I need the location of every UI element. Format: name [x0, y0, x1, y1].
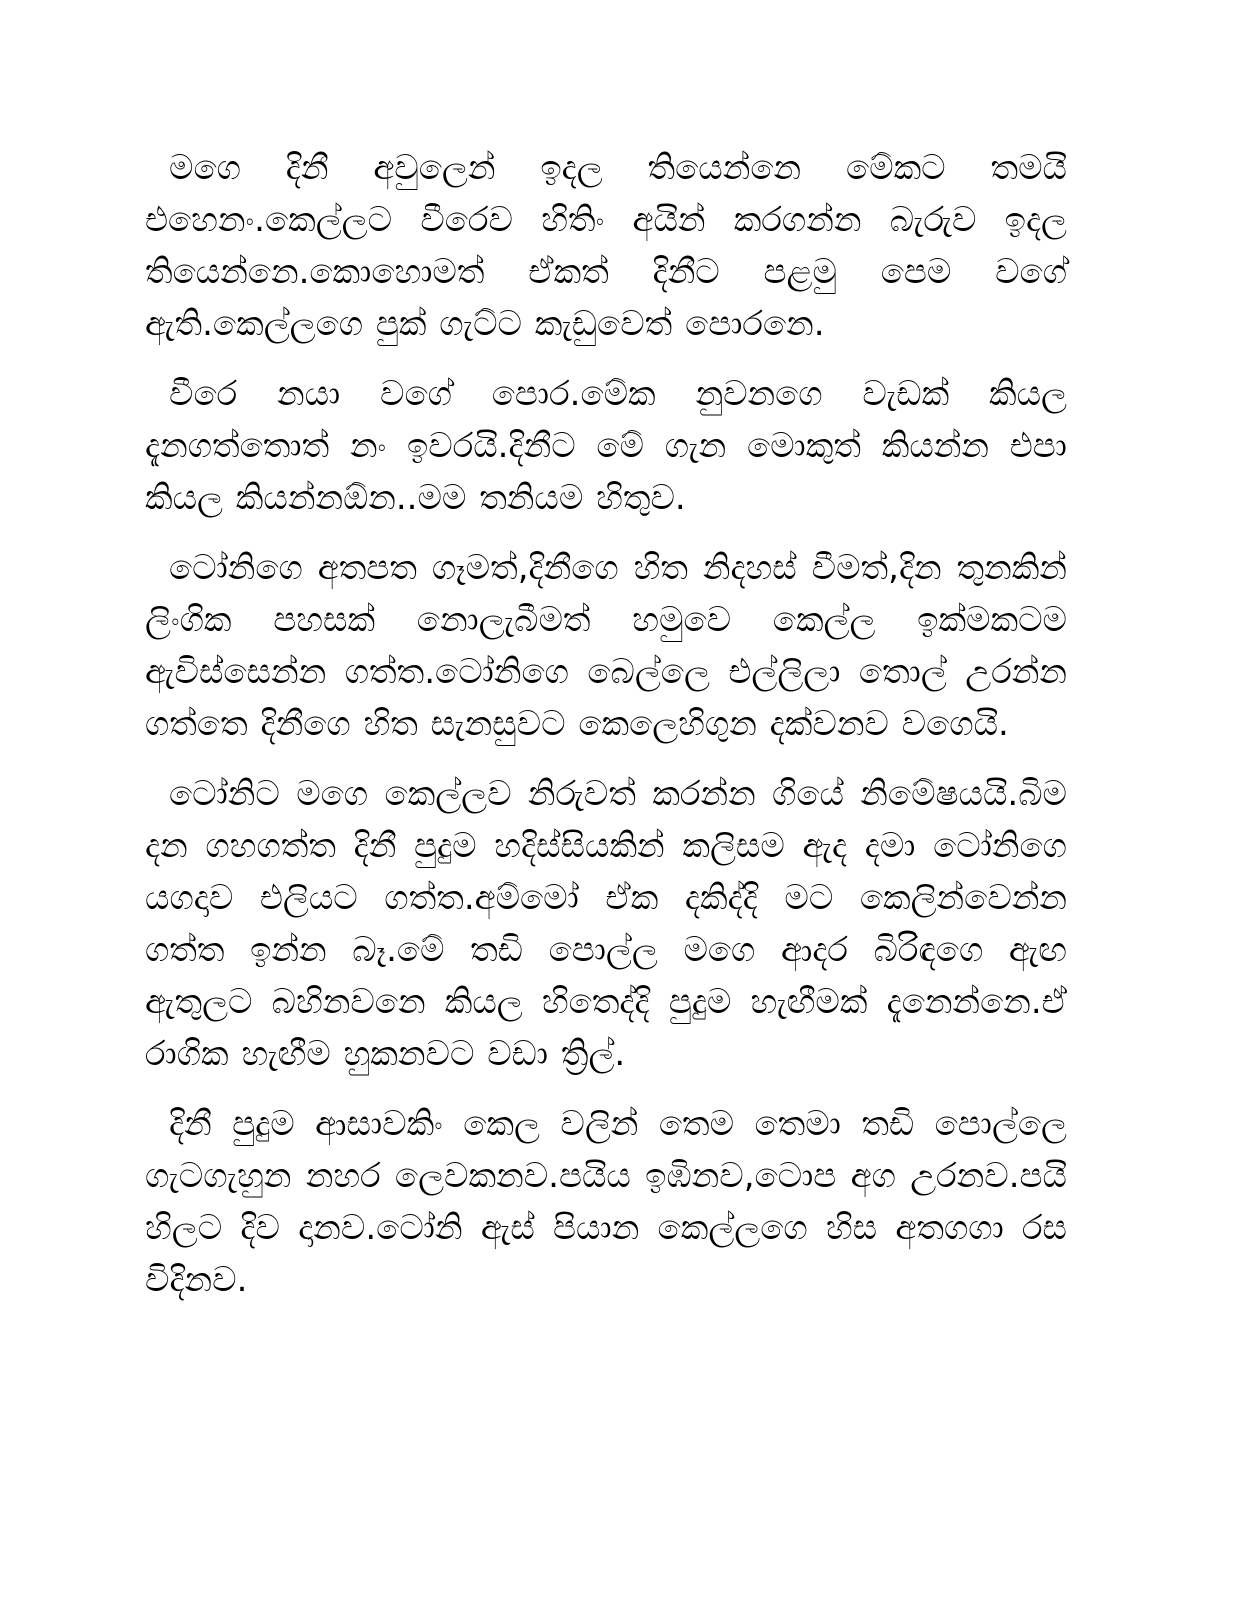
- paragraph-1: මගෙ දිනී අවුලෙන් ඉදල තියෙන්නෙ මේකට තමයි එහෙනං.කෙල්ලට වීරෙව හිතිං අයින් කරගන්න බැරුව ඉදල තියෙන්නෙ.කොහොමත් ඒකත් දිනීට පළමු පෙම වගේ ඇති.කෙල්ලගෙ පුක් ගැට්ට කැඩුවෙත් පොරනෙ.: [145, 148, 1067, 344]
- paragraph-3: ටෝනිගෙ අතපත ගෑමත්,දිනීගෙ හිත නිදහස් වීමත්,දින තුනකින් ලිංගික පහසක් නොලැබීමත් හමුවෙ කෙල්ල ඉක්මකටම ඇවිස්සෙන්න ගත්ත.ටෝනිගෙ බෙල්ලෙ එල්ලිලා තොල් උරන්න ගත්තෙ දිනීගෙ හිත සැනසුවට කෙලෙහිගුන දක්වනව වගෙයි.: [145, 548, 1067, 744]
- paragraph-2: වීරෙ නයා වගේ පොර.මේක නුවනගෙ වැඩක් කියල දැනගත්තොත් නං ඉවරයි.දිනීට මේ ගැන මොකුත් කියන්න එපා කියල කියන්නඕන..මම තනියම හිතුව.: [145, 374, 1067, 518]
- paragraph-4: ටෝනිට මගෙ කෙල්ලව නිරුවත් කරන්න ගියේ නිමේෂයයි.බිම දන ගහගත්ත දිනී පුදුම හදිස්සියකින් කලිසම ඇද දමා ටෝනිගෙ යගදාව එලියට ගත්ත.අම්මෝ ඒක දකිද්දි මට කෙලින්වෙන්න ගත්ත ඉන්න බෑ.මේ තඩි පොල්ල මගෙ ආදර බිරිඳගෙ ඇඟ ඇතුලට බහිනවනෙ කියල හිතෙද්දි පුදුම හැඟීමක් දැනෙන්නෙ.ඒ රාගික හැඟීම හුකනවට වඩා ත්‍රිල්.: [145, 774, 1067, 1074]
- paragraph-5: දිනී පුදුම ආසාවකිං කෙල වලින් තෙම තෙමා තඩි පොල්ලෙ ගැටගැහුන නහර ලෙවකනව.පයිය ඉඹිනව,ටොප අග උරනව.පයි හිලට දිව දානව.ටෝනි ඇස් පියාන කෙල්ලගෙ හිස අතගගා රස විදිනව.: [145, 1104, 1067, 1300]
- body-text: [145, 142, 1067, 1324]
